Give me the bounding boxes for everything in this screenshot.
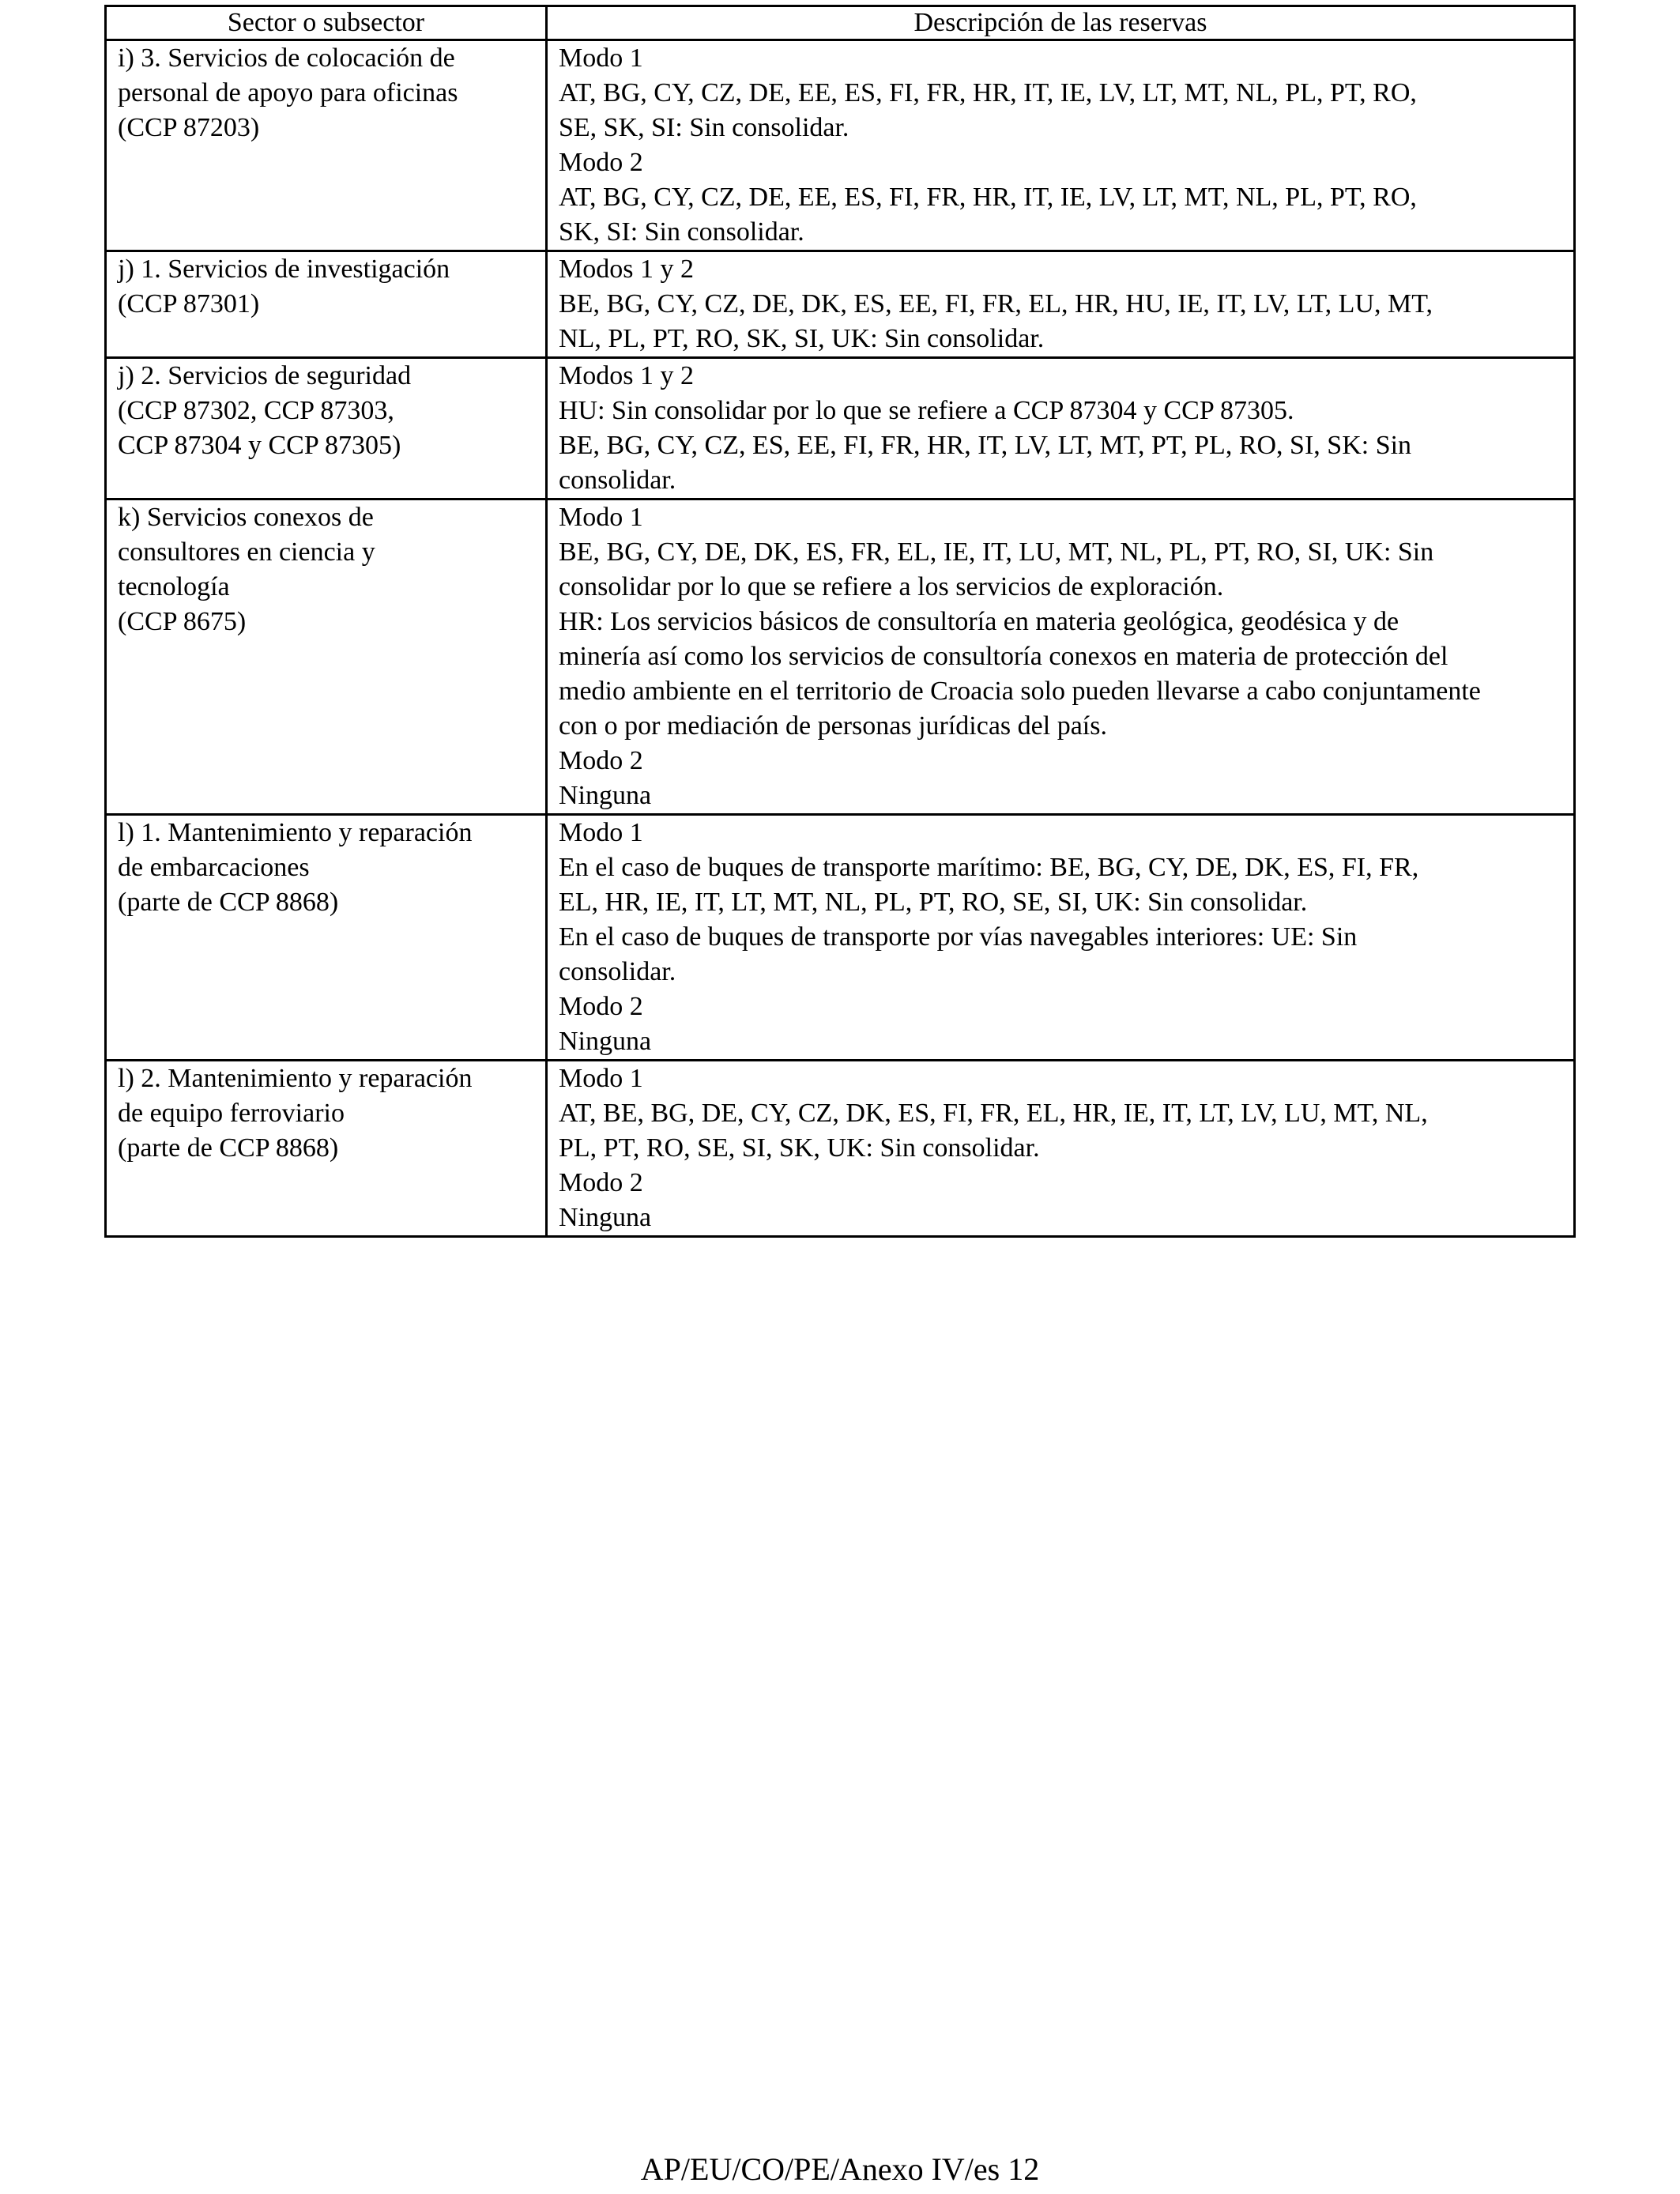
sector-line: (CCP 87302, CCP 87303, <box>118 396 394 425</box>
page-footer-reference: AP/EU/CO/PE/Anexo IV/es 12 <box>640 2151 1040 2187</box>
sector-line: l) 1. Mantenimiento y reparación <box>118 818 473 847</box>
table-row <box>106 815 1575 1061</box>
sector-line: (CCP 87203) <box>118 113 260 142</box>
description-line: Modos 1 y 2 <box>559 361 694 390</box>
description-line: Modo 2 <box>559 746 643 775</box>
description-line: Ninguna <box>559 1027 652 1056</box>
header-description: Descripción de las reservas <box>547 6 1575 40</box>
description-line: consolidar. <box>559 466 676 495</box>
description-line: Modo 2 <box>559 1168 643 1197</box>
table-row <box>106 251 1575 358</box>
description-line: Ninguna <box>559 1203 652 1232</box>
description-line: AT, BG, CY, CZ, DE, EE, ES, FI, FR, HR, IT, IE, LV, LT, MT, NL, PL, PT, RO, <box>559 183 1417 212</box>
sector-line: k) Servicios conexos de <box>118 503 374 532</box>
table-body <box>106 40 1575 1237</box>
description-cell <box>547 1061 1575 1237</box>
table-row <box>106 1061 1575 1237</box>
reservations-table <box>104 5 1576 1238</box>
description-line: AT, BE, BG, DE, CY, CZ, DK, ES, FI, FR, EL, HR, IE, IT, LT, LV, LU, MT, NL, <box>559 1099 1428 1128</box>
description-line: BE, BG, CY, DE, DK, ES, FR, EL, IE, IT, LU, MT, NL, PL, PT, RO, SI, UK: Sin <box>559 537 1434 567</box>
sector-line: personal de apoyo para oficinas <box>118 78 458 107</box>
sector-line: tecnología <box>118 572 230 601</box>
sector-line: i) 3. Servicios de colocación de <box>118 43 455 73</box>
description-line: AT, BG, CY, CZ, DE, EE, ES, FI, FR, HR, IT, IE, LV, LT, MT, NL, PL, PT, RO, <box>559 78 1417 107</box>
description-line: En el caso de buques de transporte marítimo: BE, BG, CY, DE, DK, ES, FI, FR, <box>559 853 1419 882</box>
description-line: minería así como los servicios de consultoría conexos en materia de protección del <box>559 642 1448 671</box>
description-line: HU: Sin consolidar por lo que se refiere a CCP 87304 y CCP 87305. <box>559 396 1294 425</box>
sector-cell <box>106 40 547 251</box>
description-line: consolidar. <box>559 957 676 986</box>
sector-cell <box>106 1061 547 1237</box>
description-line: Modo 1 <box>559 503 643 532</box>
sector-line: CCP 87304 y CCP 87305) <box>118 431 401 460</box>
description-line: Ninguna <box>559 781 652 810</box>
description-line: consolidar por lo que se refiere a los servicios de exploración. <box>559 572 1224 601</box>
sector-line: (CCP 8675) <box>118 607 247 636</box>
description-line: PL, PT, RO, SE, SI, SK, UK: Sin consolidar. <box>559 1133 1040 1163</box>
description-line: NL, PL, PT, RO, SK, SI, UK: Sin consolidar. <box>559 324 1045 353</box>
sector-cell <box>106 358 547 499</box>
header-sector: Sector o subsector <box>106 6 547 40</box>
description-cell <box>547 40 1575 251</box>
table-row <box>106 358 1575 499</box>
sector-line: de equipo ferroviario <box>118 1099 345 1128</box>
description-line: En el caso de buques de transporte por vías navegables interiores: UE: Sin <box>559 922 1358 952</box>
description-line: SE, SK, SI: Sin consolidar. <box>559 113 849 142</box>
description-line: SK, SI: Sin consolidar. <box>559 217 804 247</box>
description-cell <box>547 358 1575 499</box>
description-line: BE, BG, CY, CZ, ES, EE, FI, FR, HR, IT, LV, LT, MT, PT, PL, RO, SI, SK: Sin <box>559 431 1412 460</box>
sector-line: j) 1. Servicios de investigación <box>118 254 450 284</box>
sector-line: (parte de CCP 8868) <box>118 1133 339 1163</box>
sector-line: l) 2. Mantenimiento y reparación <box>118 1064 473 1093</box>
description-line: Modo 2 <box>559 148 643 177</box>
description-line: BE, BG, CY, CZ, DE, DK, ES, EE, FI, FR, EL, HR, HU, IE, IT, LV, LT, LU, MT, <box>559 289 1433 319</box>
description-line: Modo 1 <box>559 43 643 73</box>
table-row <box>106 499 1575 815</box>
sector-cell <box>106 251 547 358</box>
description-cell <box>547 815 1575 1061</box>
description-line: Modo 1 <box>559 818 643 847</box>
description-line: Modos 1 y 2 <box>559 254 694 284</box>
table-row <box>106 40 1575 251</box>
sector-cell <box>106 499 547 815</box>
sector-line: j) 2. Servicios de seguridad <box>118 361 412 390</box>
table-header-row <box>106 6 1575 40</box>
description-line: Modo 2 <box>559 992 643 1021</box>
description-line: EL, HR, IE, IT, LT, MT, NL, PL, PT, RO, SE, SI, UK: Sin consolidar. <box>559 888 1308 917</box>
description-line: Modo 1 <box>559 1064 643 1093</box>
description-line: medio ambiente en el territorio de Croacia solo pueden llevarse a cabo conjuntamente <box>559 677 1481 706</box>
sector-line: consultores en ciencia y <box>118 537 375 567</box>
description-line: HR: Los servicios básicos de consultoría en materia geológica, geodésica y de <box>559 607 1399 636</box>
description-cell <box>547 499 1575 815</box>
sector-cell <box>106 815 547 1061</box>
sector-line: (parte de CCP 8868) <box>118 888 339 917</box>
sector-line: (CCP 87301) <box>118 289 260 319</box>
sector-line: de embarcaciones <box>118 853 310 882</box>
description-line: con o por mediación de personas jurídicas del país. <box>559 711 1107 741</box>
description-cell <box>547 251 1575 358</box>
